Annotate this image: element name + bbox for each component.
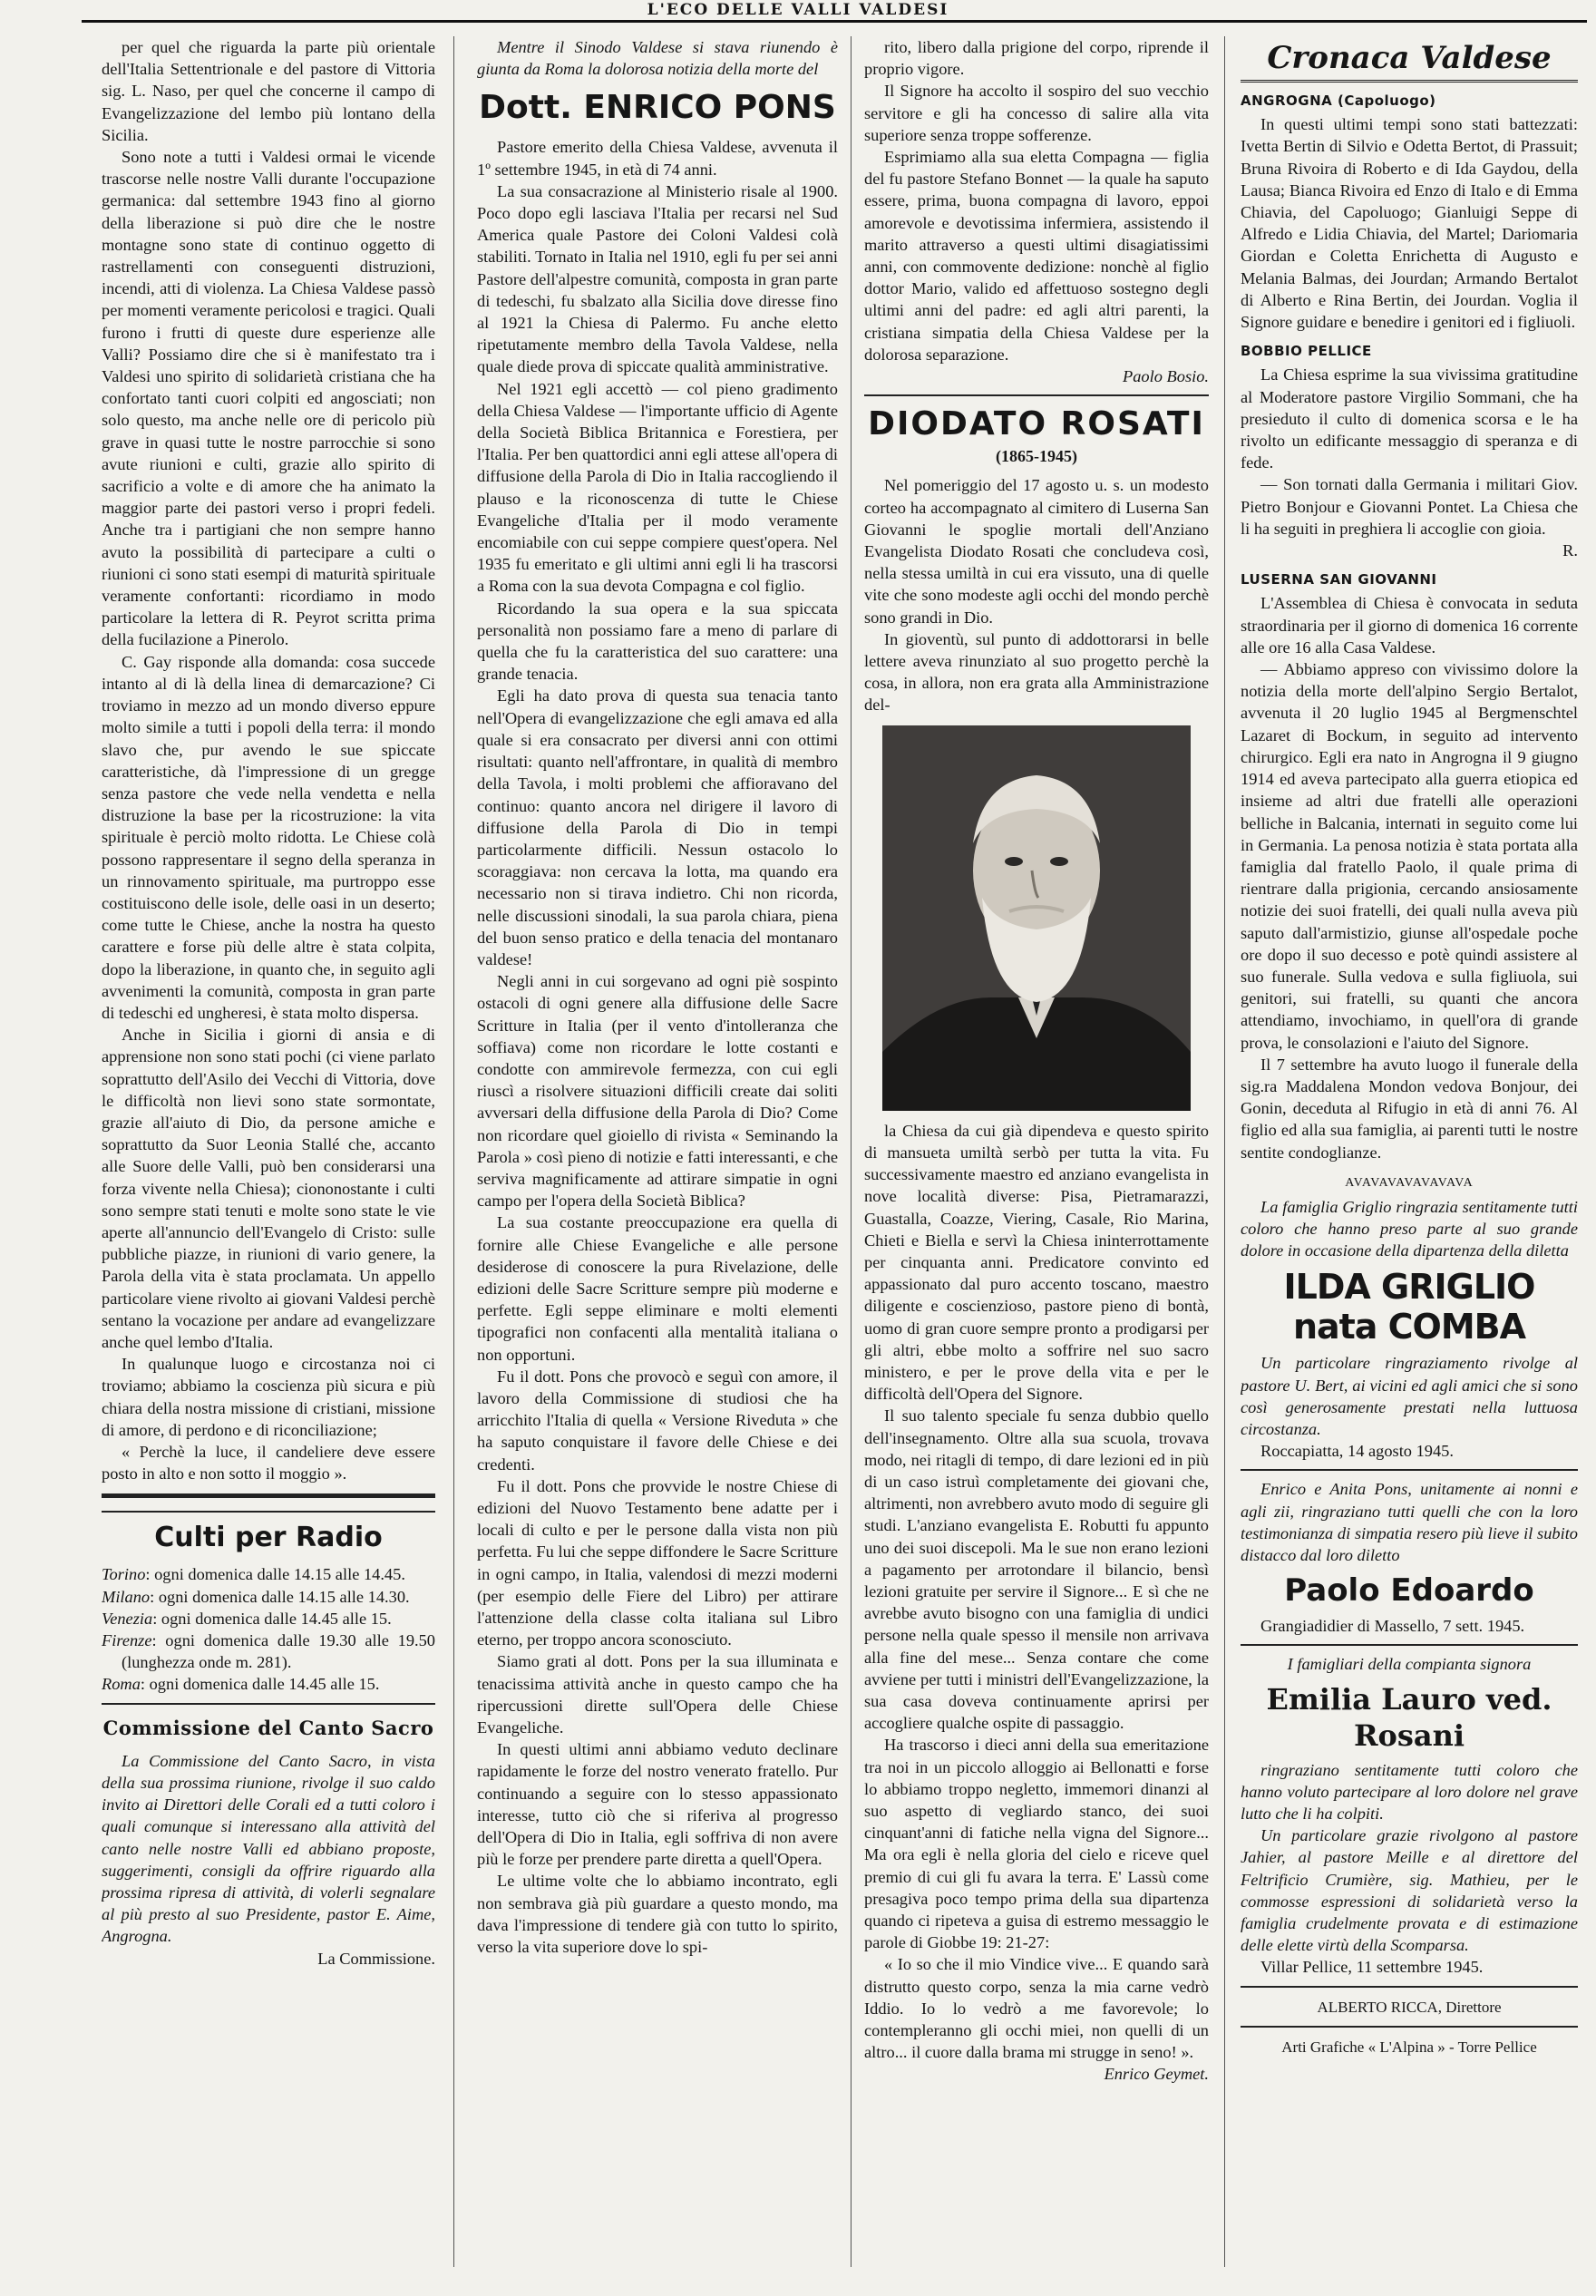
intro-paragraph: Mentre il Sinodo Valdese si stava riunendo è giunta da Roma la dolorosa notizia della morte del [477,38,838,79]
obituary-years: (1865-1945) [996,447,1077,466]
radio-item [102,1586,435,1608]
location-heading: BOBBIO PELLICE [1241,343,1372,360]
masthead: L'ECO DELLE VALLI VALDESI [647,1,949,19]
obituary-title: Dott. ENRICO PONS [479,89,836,127]
thanks-notice: I famigliari della compianta signora [1287,1655,1532,1674]
paragraph: Fu il dott. Pons che provocò e seguì con amore, il lavoro della Commissione di studiosi che ha arricchito l'Italia di quella « Versione Riveduta » che ha saputo conquistare il favore delle Chiese e dei credenti. [477,1367,838,1474]
paragraph: Siamo grati al dott. Pons per la sua illuminata e tenacissima attività anche in questo campo che ha ripercussioni dirette sull'Opera delle Chiese Evangeliche. [477,1652,838,1737]
paragraph: In questi ultimi tempi sono stati battezzati: Ivetta Bertin di Silvio e Odetta Bertot, di Prassuit; Bruna Rivoira di Roberto e di Ida Gaydou, della Lausa; Bianca Rivoira ed Enzo di Italo e di Emma Chiavia, del Capoluogo; Gianluigi Seppe di Alfredo e Lidia Chiavia, del Martel; Dariomaria Giordan e Coletta Enrichetta di Augusto e Melania Balmas, dei Jourdan; Armando Bertalot di Alberto e Rina Bertin, dei Jourdan. Voglia il Signore guidare e benedire i genitori ed i figliuoli. [1241,115,1578,332]
paragraph: C. Gay risponde alla domanda: cosa succede intanto al di là della linea di demarcazione? Ci troviamo in mezzo ad un mondo diverso eppure molto simile a tutti i popoli della terra: il mondo slavo che, pur avendo le sue spiccate caratteristiche, dà l'impressione di un gregge senza pastore che vede nella vendetta e nella distruzione la base per la ricostruzione: la vita spirituale è perciò molto ridotta. Le Chiese colà possono rappresentare il segno della speranza in un rinnovamento spirituale, ma purtroppo esse costituiscono delle isole, delle oasi in un deserto; come tutte le Chiese, anche la nostra ha questo carattere e forse più delle altre è stata colpita, dopo la liberazione, in quanto che, in seguito agli avvenimenti la comunità, composta in gran parte di tedeschi ed ungheresi, è stata molto dispersa. [102,652,435,1022]
radio-time: : ogni domenica dalle 14.15 alle 14.30. [150,1587,410,1606]
obituary-title: DIODATO ROSATI [868,405,1205,443]
column-3 [864,36,1209,2276]
signature: Paolo Bosio. [1122,367,1209,386]
divider [1241,1986,1578,1988]
place-date: Grangiadidier di Massello, 7 sett. 1945. [1260,1617,1525,1636]
paragraph: — Son tornati dalla Germania i militari Giov. Pietro Bonjour e Giovanni Pontet. La Chiesa che li ha seguiti in preghiera li accoglie con gioia. [1241,475,1578,538]
divider [1241,1469,1578,1471]
deceased-name: Paolo Edoardo [1284,1572,1534,1610]
paragraph: « Perchè la luce, il candeliere deve essere posto in alto e non sotto il moggio ». [102,1443,435,1484]
paragraph: Esprimiamo alla sua eletta Compagna — figlia del fu pastore Stefano Bonnet — la quale ha saputo essere, prima, buona compagna di lavoro, eppoi amorevole e devotissima infermiera, assistendo il marito attraverso a questi ultimi disagiatissimi anni, con commovente dedizione: nonchè al figlio dottor Mario, valido ed affettuoso sostegno degli ultimi anni del padre: ed agli altri parenti, la cristiana simpatia della Chiesa Valdese per la dolorosa separazione. [864,148,1209,364]
paragraph: Nel pomeriggio del 17 agosto u. s. un modesto corteo ha accompagnato al cimitero di Luserna San Giovanni le spoglie mortali dell'Anziano Evangelista Diodato Rosati che concludeva così, nella stessa umiltà in cui era vissuto, una di quelle vite che sono modeste agli occhi del mondo perchè sono grandi in Dio. [864,476,1209,627]
radio-city: Torino [102,1565,146,1584]
paragraph: Ricordando la sua opera e la sua spiccata personalità non possiamo fare a meno di parlare di quella che fu la caratteristica del suo carattere: una grande tenacia. [477,598,838,684]
paragraph: In qualunque luogo e circostanza noi ci troviamo; abbiamo la coscienza più sicura e più chiara della nostra missione di cristiani, missione di amore, di perdono e di riconciliazione; [102,1355,435,1439]
deceased-name: ILDA GRIGLIO nata COMBA [1283,1267,1535,1347]
radio-city: Milano [102,1587,151,1606]
thanks-notice: La famiglia Griglio ringrazia sentitamente tutti coloro che hanno preso parte al suo grande dolore in occasione della dipartenza della diletta [1241,1197,1578,1260]
radio-item [102,1630,435,1673]
radio-heading: Culti per Radio [154,1522,383,1554]
paragraph: Ha trascorso i dieci anni della sua emeritazione tra noi in un piccolo alloggio ai Bellonatti e forse lo abbiamo troppo negletto, immemori dinanzi al suo aspetto di vegliardo stanco, dei suoi cinquant'anni di fatiche nella vigna del Signore... Ma ora egli è nella gloria del cielo e riceve quel premio di cui gli fu avara la terra. E' Lassù come presagiva poco tempo prima della sua dipartenza quando ci ripeteva a guisa di estremo messaggio le parole di Giobbe 19: 21-27: [864,1736,1209,1952]
radio-time: : ogni domenica dalle 14.15 alle 14.45. [145,1565,405,1584]
signature: La Commissione. [317,1949,435,1968]
place-date: Roccapiatta, 14 agosto 1945. [1260,1442,1454,1461]
paragraph: L'Assemblea di Chiesa è convocata in seduta straordinaria per il giorno di domenica 16 corrente alle ore 16 alla Casa Valdese. [1241,594,1578,657]
paragraph: Fu il dott. Pons che provvide le nostre Chiese di edizioni del Nuovo Testamento bene adatte per i locali di culto e per le persone dalla vista non più perfetta. Fu lui che seppe diffondere le Sacre Scritture in ogni campo, in Italia, valendosi di mezzi moderni (per esempio delle Fiere del Libro) per attirare l'attenzione della classe colta italiana sul Libro eterno, per troppo ancora sconosciuto. [477,1476,838,1649]
paragraph: Il 7 settembre ha avuto luogo il funerale della sig.ra Maddalena Mondon vedova Bonjour, dei Gonin, deceduta al Rifugio in età di anni 76. Al figlio ed alla sua famiglia, ai parenti tutti le nostre sentite condoglianze. [1241,1055,1578,1162]
radio-city: Roma [102,1675,141,1694]
paragraph: In questi ultimi anni abbiamo veduto declinare rapidamente le forze del nostro venerato fratello. Pur continuando a seguire con lo stesso appassionato interesse, tutto ciò che si riferiva al progresso dell'Opera di Dio in Italia, egli soffriva di non avere più le forze per prendere parte diretta a quell'Opera. [477,1740,838,1869]
divider [102,1703,435,1705]
radio-city: Firenze [102,1631,152,1650]
column-rule [851,36,852,2267]
paragraph: — Abbiamo appreso con vivissimo dolore la notizia della morte dell'alpino Sergio Bertalot, avvenuta il 20 luglio 1945 al Bergmenschtel Lazaret di Bockum, in seguito ad intervento chirurgico. Egli era nato in Angrogna il 9 giugno 1914 ed aveva partecipato alla guerra etiopica ed insieme ad altri due fratelli alle operazioni belliche in Balcania, internati in seguito come lui in Germania. La penosa notizia è stata portata alla famiglia dal fratello Paolo, il quale prima di rientrare dalla prigionia, cercando ansiosamente notizie dei suoi fratelli, dei quali nulla aveva più saputo dall'armistizio, giunse all'ospedale poche ore dopo il suo decesso e potè quindi assistere al suo funerale. Sulla vedova e sulla figliuola, sui genitori, sui fratelli, su quanti che ancora attendiamo, invochiamo, in quell'ora di grande prova, le consolazioni e l'aiuto del Signore. [1241,660,1578,1052]
portrait-image [882,725,1191,1111]
ornament-divider: AVAVAVAVAVAVAVA [1345,1175,1474,1187]
thanks-notice: ringraziano sentitamente tutti coloro che hanno voluto partecipare al loro dolore nel grave lutto che li ha colpiti. [1241,1760,1578,1823]
paragraph: rito, libero dalla prigione del corpo, riprende il proprio vigore. [864,38,1209,79]
radio-item [102,1563,435,1585]
place-date: Villar Pellice, 11 settembre 1945. [1260,1958,1484,1977]
column-1 [102,36,435,2276]
signature: R. [1562,541,1578,560]
thanks-notice: Enrico e Anita Pons, unitamente ai nonni e agli zii, ringraziano tutti quelli che con la loro testimonianza di simpatia resero più lieve il subito distacco dal loro diletto [1241,1480,1578,1564]
canto-heading: Commissione del Canto Sacro [102,1716,434,1739]
section-title: Cronaca Valdese [1241,40,1578,83]
thanks-notice: Un particolare ringraziamento rivolge al pastore U. Bert, ai vicini ed agli amici che si sono così generosamente prestati nella luttuosa circostanza. [1241,1354,1578,1438]
section-divider [102,1493,435,1513]
radio-item [102,1608,435,1630]
paragraph: Pastore emerito della Chiesa Valdese, avvenuta il 1º settembre 1945, in età di 74 anni. [477,138,838,179]
column-4 [1241,36,1578,2276]
paragraph: La Chiesa esprime la sua vivissima gratitudine al Moderatore pastore Virgilio Sommani, che ha presieduto il culto di domenica scorsa e le ha rivolto un edificante messaggio di speranza e di fede. [1241,365,1578,472]
paragraph: « Io so che il mio Vindice vive... E quando sarà distrutto questo corpo, senza la mia carne vedrò Iddio. Io lo vedrò a me favorevole; lo contempleranno gli occhi miei, non quelli di un altro... il cuore dalla brama mi strugge in seno! ». [864,1955,1209,2062]
paragraph: La sua costante preoccupazione era quella di fornire alle Chiese Evangeliche e alle persone desiderose di conoscere la pura Rivelazione, delle edizioni delle Sacre Scritture sempre più moderne e perfette. Egli seppe eliminare e molti elementi tipografici non confacenti alla mentalità italiana o non opportuni. [477,1213,838,1364]
thanks-notice: Un particolare grazie rivolgono al pastore Jahier, al pastore Meille e al direttore del Feltrificio Crumière, sig. Mathieu, per le commosse espressioni di solidarietà verso la famiglia crudelmente provata e di estimazione delle elette virtù della Scomparsa. [1241,1826,1578,1955]
radio-time: : ogni domenica dalle 14.45 alle 15. [140,1675,380,1694]
radio-item [102,1673,435,1695]
masthead-rule [82,20,1587,23]
divider [1241,2026,1578,2028]
radio-city: Venezia [102,1609,153,1628]
paragraph: Nel 1921 egli accettò — col pieno gradimento della Chiesa Valdese — l'importante ufficio di Agente della Società Biblica Britannica e Forestiera, per l'Italia. Per ben quattordici anni egli attese all'opera di diffusione della Parola di Dio in Italia raccogliendo il plauso e la riconoscenza di tutte le Chiese Evangeliche d'Italia per il modo veramente encomiabile con cui seppe compiere quest'opera. Nel 1935 fu emeritato e gli ultimi anni egli li ha trascorsi a Roma con la sua devota Compagna e col figlio. [477,379,838,596]
divider [864,394,1209,396]
paragraph: la Chiesa da cui già dipendeva e questo spirito di mansueta umiltà serbò per tutta la vita. Fu successivamente maestro ed anziano evangelista in nove località diverse: Pisa, Pietramarazzi, Guastalla, Coazze, Viering, Casale, Rio Marina, Chieti e Biella e servì la Chiesa ininterrottamente per cinquanta anni. Predicatore convinto ed appassionato dal puro accento toscano, maestro diligente e coscienzioso, pastore pieno di bontà, uomo di gran cuore sempre pronto a prodigarsi per gli altri, ebbe molto a soffrire nel suo sacro ministero, e per le prove della vita e per le difficoltà dell'Opera del Signore. [864,1121,1209,1404]
printer-line: Arti Grafiche « L'Alpina » - Torre Pellice [1281,2038,1537,2056]
director-line: ALBERTO RICCA, Direttore [1317,1998,1502,2016]
paragraph: Le ultime volte che lo abbiamo incontrato, egli non sembrava già più guardare a questo mondo, ma dava l'impressione di tendere già con tutto lo spirito, verso la vita superiore dove lo spi- [477,1872,838,1957]
signature: Enrico Geymet. [1104,2065,1209,2084]
paragraph: Egli ha dato prova di questa sua tenacia tanto nell'Opera di evangelizzazione che egli amava ed alla quale si era consacrato per diversi anni con ottimi risultati: quanto nell'affrontare, in qualità di membro della Tavola, i molti problemi che affioravano del continuo: quanto ancora nel dirigere il lavoro di diffusione della Parola di Dio in tempi particolarmente difficili. Nessun ostacolo lo scoraggiava: non cercava la lotta, ma quando era necessario non si tirava indietro. Chi non ricorda, nelle discussioni sinodali, la sua parola chiara, piena del buon senso pratico e della tenacia del montanaro valdese! [477,686,838,968]
paragraph: per quel che riguarda la parte più orientale dell'Italia Settentrionale e del pastore di Vittoria sig. L. Naso, per quel che concerne il campo di Evangelizzazione del lembo più lontano della Sicilia. [102,38,435,144]
canto-notice: La Commissione del Canto Sacro, in vista della sua prossima riunione, rivolge il suo caldo invito ai Direttori delle Corali ed a tutti coloro i quali comunque si interessano alla attività del canto nelle nostre Valli ed abbiano proposte, suggerimenti, consigli da offrire riguardo alla prossima ripresa di attività, di volerli segnalare al più presto al suo Presidente, pastor E. Aime, Angrogna. [102,1751,435,1946]
paragraph: La sua consacrazione al Ministerio risale al 1900. Poco dopo egli lasciava l'Italia per recarsi nel Sud America quale Pastore dei Coloni Valdesi colà stabiliti. Tornato in Italia nel 1910, egli fu per sei anni Pastore dell'alpestre comunità, composta in gran parte di tedeschi, fu sbalzato alla Sicilia dove diresse fino al 1921 la Chiesa di Palermo. Fu anche eletto ripetutamente membro della Tavola Valdese, nella quale diede prova di spiccate qualità amministrative. [477,181,838,376]
divider [1241,1644,1578,1646]
column-rule [453,36,454,2267]
deceased-name: Emilia Lauro ved. Rosani [1266,1681,1552,1753]
radio-time: : ogni domenica dalle 14.45 alle 15. [152,1609,392,1628]
paragraph: Sono note a tutti i Valdesi ormai le vicende trascorse nelle nostre Valli durante l'occupazione germanica: dal settembre 1943 fino al giorno della liberazione si può dire che le nostre montagne sono state di continuo oggetto di rastrellamenti con conseguenti distruzioni, incendi, atti di violenza. La Chiesa Valdese passò per momenti veramente pericolosi e tragici. Quali furono i frutti di queste dure esperienze alle Valli? Possiamo dire che si è manifestato tra i Valdesi uno spirito di solidarietà cristiana che ha confortato tanti cuori colpiti ed angosciati; non solo questo, ma anche nelle ore di pericolo più grave in quasi tutte le nostre parrocchie si sono avute riunioni e culti, grazie allo spirito di sacrificio a volte e di amore che ha animato la maggior parte dei pastori verso i propri fedeli. Anche tra i partigiani che non sempre hanno avuto la possibilità di partecipare a culti o riunioni ci sono stati esempi di maturità spirituale veramente confortanti: ricordiamo in modo particolare la lettera di R. Peyrot scritta prima della fucilazione a Pinerolo. [102,148,435,649]
paragraph: In gioventù, sul punto di addottorarsi in belle lettere aveva rinunziato al suo progetto perchè la cosa, in allora, non era grata alla Amministrazione del- [864,629,1209,715]
column-rule [1224,36,1225,2267]
paragraph: Negli anni in cui sorgevano ad ogni piè sospinto ostacoli di ogni genere alla diffusione delle Sacre Scritture in Italia (per il vento d'intolleranza che soffiava) come non ricordare le lotte costanti e condotte con ammirevole fermezza, con cui egli riuscì a risolvere situazioni difficili create dai soliti avversari della diffusione della Parola di Dio? Come non ricordare quel gioiello di rivista « Seminando la Parola » così pieno di notizie e fatti interessanti, e che serviva magnificamente ad attirare simpatie in ogni campo per l'opera della Società Biblica? [477,972,838,1211]
paragraph: Anche in Sicilia i giorni di ansia e di apprensione non sono stati pochi (ci viene parlato soprattutto dell'Asilo dei Vecchi di Vittoria, dove le difficoltà non lievi sono state sormontate, grazie all'aiuto di Dio, da persone amiche e soprattutto da Suor Leonia Stallé che, accanto alle Suore delle Valli, può ben considerarsi una forza vivente nella Chiesa); ciononostante i culti sono sempre stati tenuti e molte sono state le vie aperte all'annuncio dell'Evangelo di Cristo: sulle pubbliche piazze, in riunioni di vario genere, la Parola della vita è stata proclamata. Un appello particolare viene rivolto ai giovani Valdesi perchè sentano la vocazione per andare ad evangelizzare anche quel lembo d'Italia. [102,1026,435,1351]
location-heading: ANGROGNA (Capoluogo) [1241,92,1436,109]
paragraph: Il Signore ha accolto il sospiro del suo vecchio servitore e gli ha concesso di salire alla vita superiore senza troppe sofferenze. [864,82,1209,144]
location-heading: LUSERNA SAN GIOVANNI [1241,571,1437,589]
portrait-photo [882,725,1191,1111]
radio-time: : ogni domenica dalle 19.30 alle 19.50 (lunghezza onde m. 281). [122,1631,435,1672]
paragraph: Il suo talento speciale fu senza dubbio quello dell'insegnamento. Oltre alla sua scuola, trovava modo, nei ritagli di tempo, di dare lezioni ed in più di un caso istruì completamente dei giovani che, altrimenti, non avrebbero avuto modo di seguire gli studi. L'anziano evangelista E. Robutti fu appunto uno dei suoi discepoli. Ma le sue non erano lezioni a pagamento per arrotondare il bilancio, bensì lezioni gratuite per servire il Signore... E sì che ne avrebbe avuto bisogno con una famiglia di undici persone nella quale spesso il mensile non arrivava alla fine del mese... Senza contare che come avviene per tutti i ministri dell'Evangelizzazione, la sua casa doveva continuamente aprirsi per accogliere qualche ospite di passaggio. [864,1406,1209,1733]
column-2 [477,36,838,2276]
